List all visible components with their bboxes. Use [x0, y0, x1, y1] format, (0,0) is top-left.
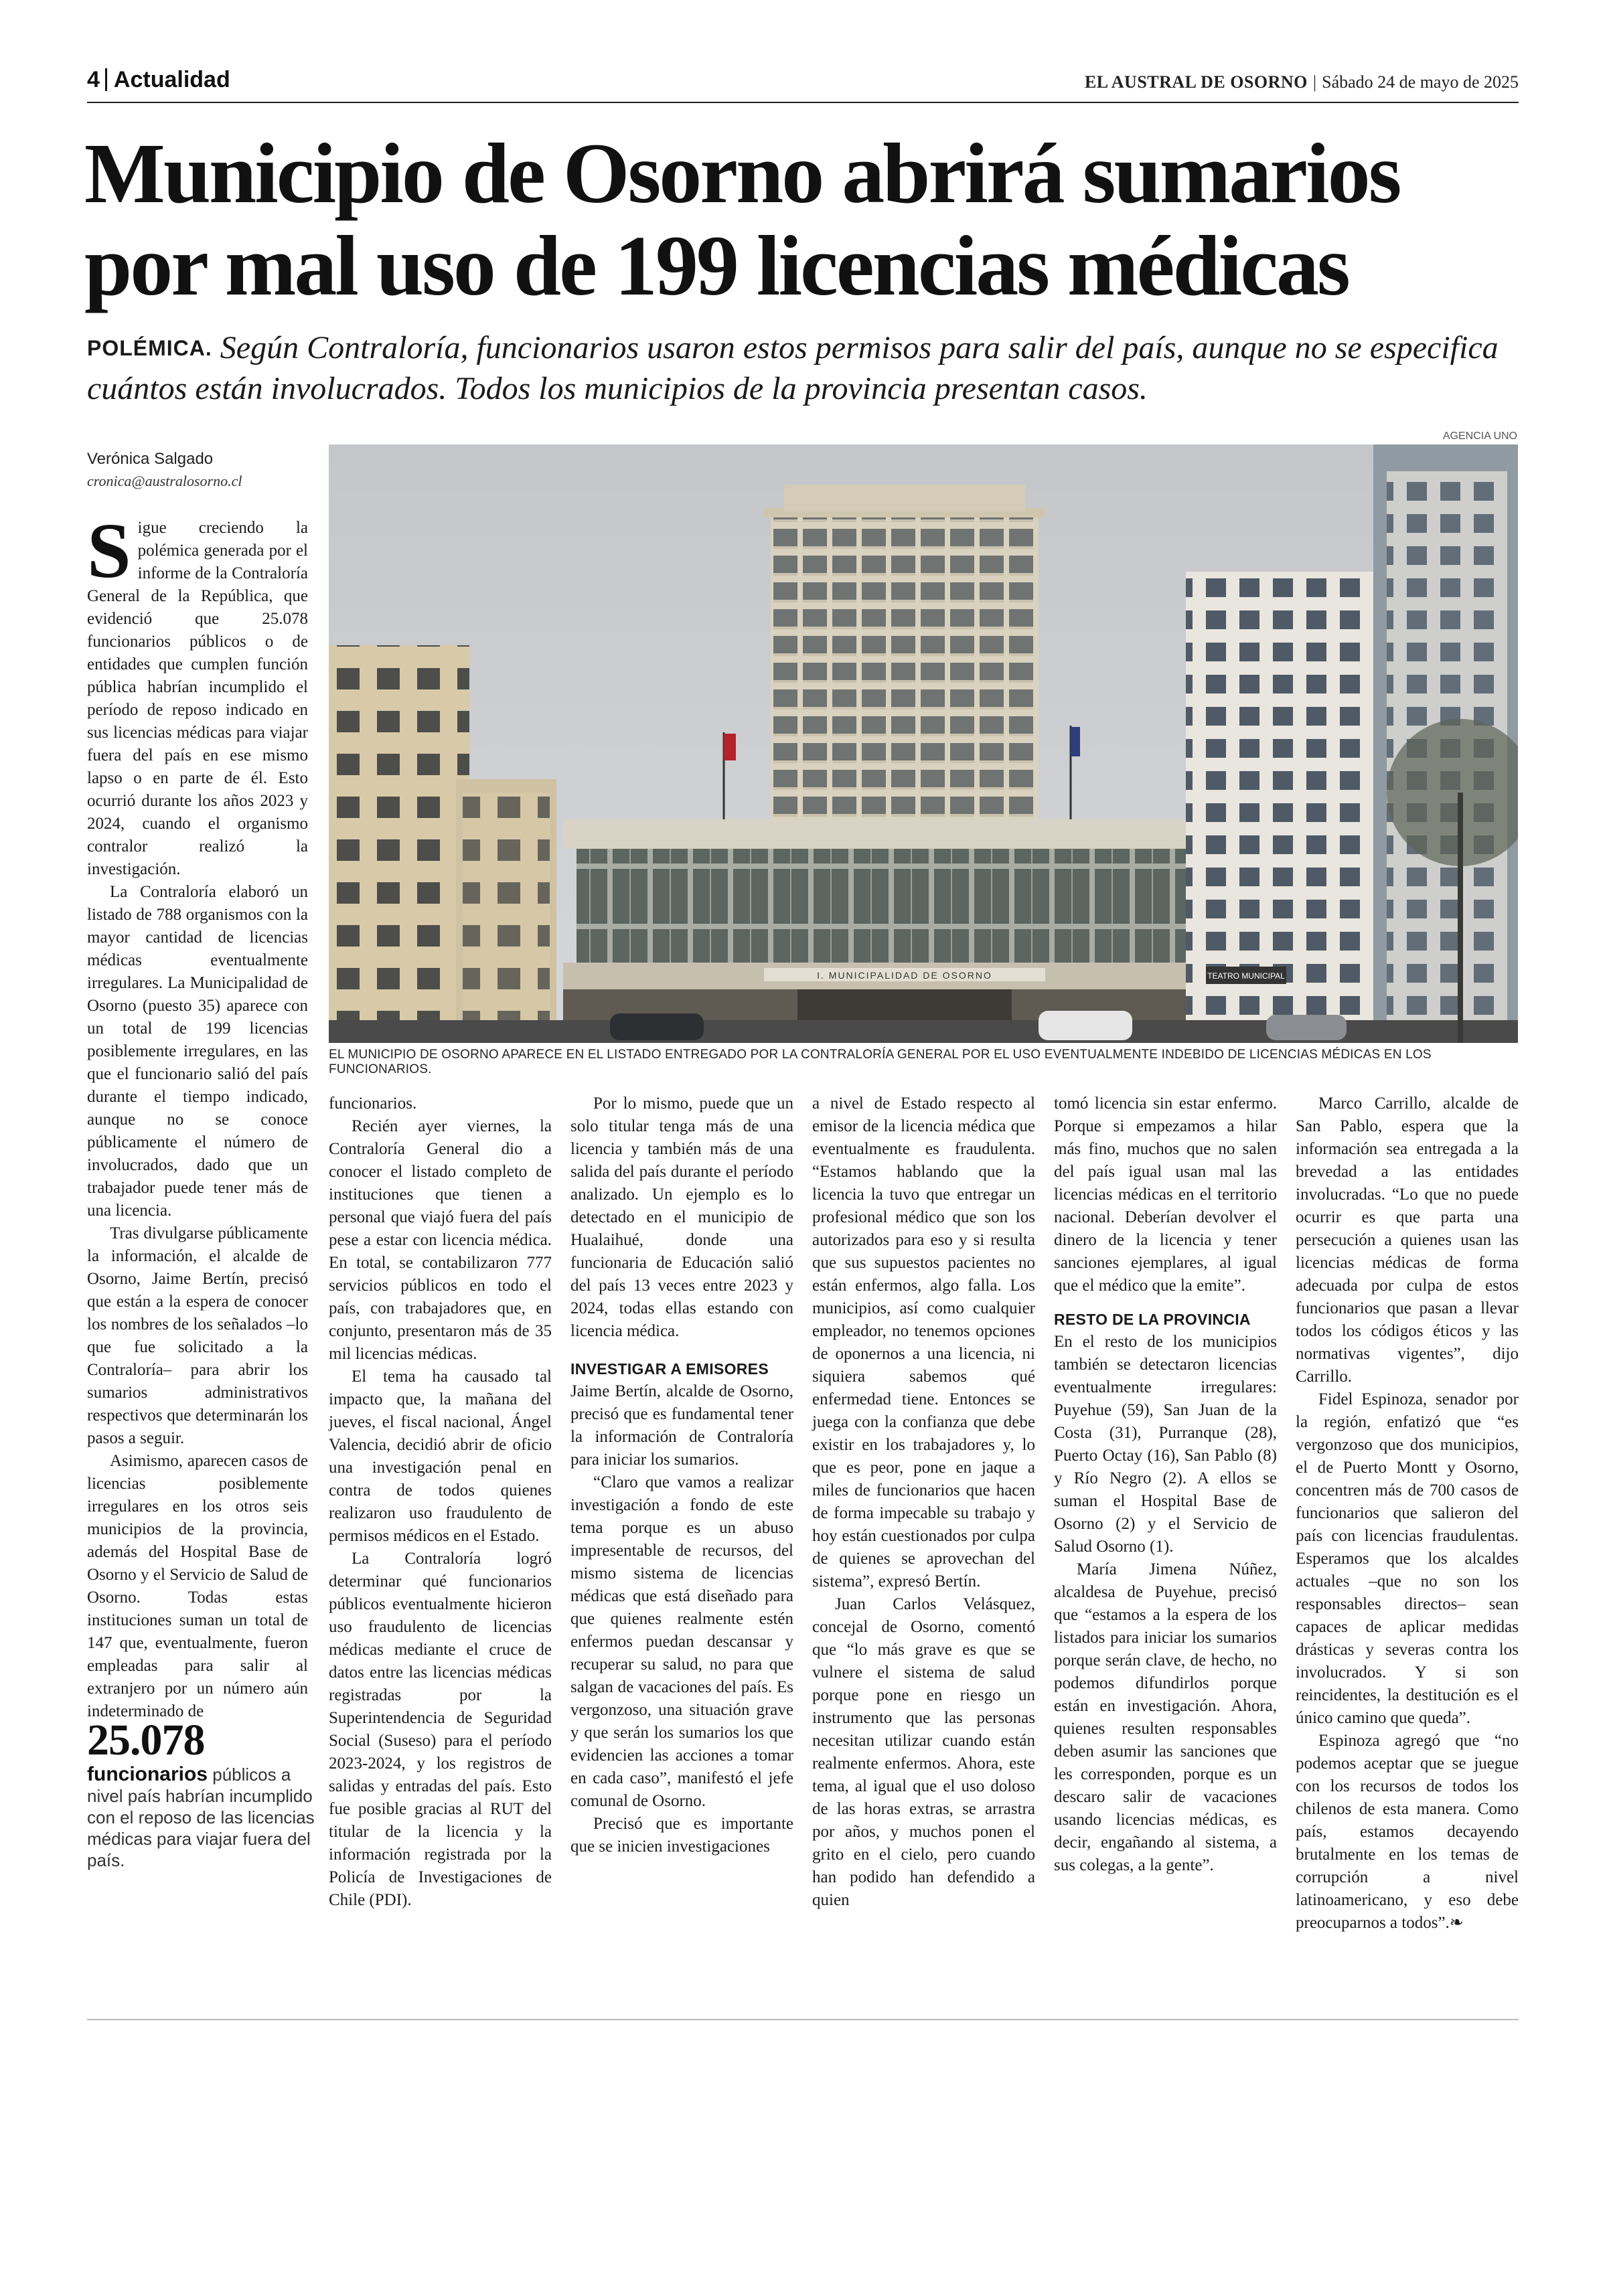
drop-cap: S	[87, 507, 131, 594]
paragraph: Juan Carlos Velásquez, concejal de Osorno, comentó que “lo más grave es que se vulnere el sistema de salud porque pone en riesgo un instrumento que las personas necesitan utilizar cuando están realmente enfermos. Ahora, este tema, al igual que el uso doloso de las horas extras, se arrastra por años, y muchos ponen el grito en el cielo, pero cuando han podido han defendido a quien	[812, 1595, 1035, 1909]
stat-label: funcionarios	[87, 1763, 208, 1785]
article-column-1	[87, 507, 308, 1723]
paragraph-text: igue creciendo la polémica generada por el informe de la Contraloría General de la República, que evidenció que 25.078 funcionarios públicos o de entidades que cumplen función pública habrían incumplido el período de reposo indicado en sus licencias médicas para viajar fuera del país en ese mismo lapso o en parte de él. Esto ocurrió durante los años 2023 y 2024, cuando el organismo contralor realizó la investigación.	[87, 519, 308, 878]
header-rule	[87, 102, 1519, 103]
paragraph: Tras divulgarse públicamente la información, el alcalde de Osorno, Jaime Bertín, precisó que están a la espera de conocer los nombres de los señalados –lo que fue solicitado a la Contraloría– para abrir los sumarios administrativos respectivos que determinarán los pasos a seguir.	[87, 1224, 308, 1447]
paragraph: Marco Carrillo, alcalde de San Pablo, espera que la información sea entregada a la brevedad a las entidades involucradas. “Lo que no puede ocurrir es que parta una persecución a quienes usan las licencias médicas de forma adecuada por culpa de estos funcionarios que pasan a llevar todos los códigos éticos y las normativas vigentes”, dijo Carrillo.	[1296, 1094, 1519, 1386]
building-photo	[329, 444, 1518, 1043]
paragraph	[1296, 1730, 1519, 1935]
paragraph: a nivel de Estado respecto al emisor de la licencia médica que eventualmente es fraudulenta. “Estamos hablando que la licencia la tuvo que entregar un profesional médico que son los autorizados para eso y si resulta que sus supuestos pacientes no están enfermos, algo falla. Los municipios, así como cualquier empleador, no tenemos opciones de oponernos a una licencia, ni siquiera sabemos qué enfermedad tiene. Entonces se juega con la confianza que debe existir en los trabajadores y, lo que es peor, pone en jaque a miles de funcionarios que hacen de forma impecable su trabajo y hoy están cuestionados por culpa de quienes se aprovechan del sistema”, expresó Bertín.	[812, 1094, 1035, 1590]
deck-kicker: POLÉMICA.	[87, 336, 212, 360]
theater-sign-text: TEATRO MUNICIPAL	[1207, 971, 1285, 981]
paragraph: Recién ayer viernes, la Contraloría General dio a conocer el listado completo de instituciones que tienen a personal que viajó fuera del país pese a estar con licencia médica. En total, se contabilizaron 777 servicios públicos en todo el país, con trabajadores que, en conjunto, presentaron más de 35 mil licencias médicas.	[329, 1117, 552, 1363]
paragraph: El tema ha causado tal impacto que, la mañana del jueves, el fiscal nacional, Ángel Valencia, decidió abrir de oficio una investigación penal en contra de todos quienes realizaron uso fraudulento de permisos médicos en el Estado.	[329, 1368, 552, 1545]
paragraph: Precisó que es importante que se inicien investigaciones	[570, 1815, 793, 1856]
byline-email: cronica@australosorno.cl	[87, 473, 242, 489]
stat-text: públicos a nivel país habrían incumplido con el reposo de las licencias médicas para viajar fuera del país.	[87, 1765, 315, 1870]
article-column-6	[1296, 1092, 1519, 1935]
deck	[87, 328, 1527, 410]
deck-text: Según Contraloría, funcionarios usaron estos permisos para salir del país, aunque no se especifica cuántos están involucrados. Todos los municipios de la provincia presentan casos.	[87, 330, 1499, 406]
paragraph: María Jimena Núñez, alcaldesa de Puyehue, precisó que “estamos a la espera de los listados para iniciar los sumarios porque serán clave, de hecho, no podemos difundirlos porque están en investigación. Ahora, quienes resulten responsables deben asumir las sanciones que les corresponden, porque es un descaro salir de vacaciones usando licencias médicas, es decir, engañando al sistema, a sus colegas, a la gente”.	[1054, 1560, 1277, 1874]
paragraph: Fidel Espinoza, senador por la región, enfatizó que “es vergonzoso que dos municipios, el de Puerto Montt y Osorno, concentren más de 700 casos de funcionarios que salieron del país con licencias fraudulentas. Esperamos que los alcaldes actuales –que no son los responsables directos– sean capaces de aplicar medidas drásticas y severas contra los involucrados. Y si son reincidentes, la destitución es el único camino que queda”.	[1296, 1390, 1519, 1727]
article-column-3	[570, 1092, 793, 1858]
paragraph: tomó licencia sin estar enfermo. Porque si empezamos a hilar más fino, muchos que no salen del país igual usan mal las licencias médicas en el territorio nacional. Deberían devolver el dinero de la licencia y tener sanciones ejemplares, al igual que el médico que la emite”.	[1054, 1094, 1277, 1295]
stat-description	[87, 1764, 315, 1871]
paragraph: Asimismo, aparecen casos de licencias posiblemente irregulares en los otros seis municipios de la provincia, además del Hospital Base de Osorno y el Servicio de Salud de Osorno. Todas estas instituciones suman un total de 147 que, eventualmente, fueron empleadas para salir al extranjero por un número aún indeterminado de	[87, 1452, 308, 1720]
photo-sign-text: I. MUNICIPALIDAD DE OSORNO	[817, 970, 992, 981]
photo-credit: AGENCIA UNO	[1442, 430, 1517, 442]
end-mark-icon: ❧	[1449, 1914, 1464, 1932]
headline: Municipio de Osorno abrirá sumarios por mal uso de 199 licencias médicas	[84, 126, 1400, 314]
bottom-rule	[87, 2019, 1519, 2020]
stat-number: 25.078	[87, 1716, 205, 1765]
subheading: INVESTIGAR A EMISORES	[570, 1360, 769, 1378]
article-column-5	[1054, 1092, 1277, 1877]
paragraph: La Contraloría logró determinar qué funcionarios públicos eventualmente hicieron uso fraudulento de licencias médicas mediante el cruce de datos entre las licencias médicas registradas por la Superintendencia de Seguridad Social (Suseso) para el período 2023-2024, y los registros de salidas y entradas del país. Esto fue posible gracias al RUT del titular de la licencia y la información registrada por la Policía de Investigaciones de Chile (PDI).	[329, 1550, 552, 1909]
section-name: Actualidad	[113, 67, 230, 92]
paragraph: “Claro que vamos a realizar investigación a fondo de este tema porque es un abuso impresentable de recursos, del mismo sistema de licencias médicas que está diseñado para que quienes realmente estén enfermos puedan descansar y recuperar su salud, no para que salgan de vacaciones del país. Es vergonzoso, una situación grave y que serán los sumarios los que evidencien las acciones a tomar en cada caso”, manifestó el jefe comunal de Osorno.	[570, 1473, 793, 1810]
article-column-2	[329, 1092, 552, 1912]
publication-date: Sábado 24 de mayo de 2025	[1322, 72, 1519, 92]
pull-stat	[87, 1717, 315, 1871]
paragraph: En el resto de los municipios también se detectaron licencias eventualmente irregulares: Puyehue (59), San Juan de la Costa (31), Purranque (28), Puerto Octay (16), San Pablo (8) y Río Negro (2). A ellos se suman el Hospital Base de Osorno (2) y el Servicio de Salud Osorno (1).	[1054, 1333, 1277, 1556]
paragraph: funcionarios.	[329, 1094, 417, 1113]
paragraph: Jaime Bertín, alcalde de Osorno, precisó que es fundamental tener la información de Contraloría para iniciar los sumarios.	[570, 1382, 793, 1469]
photo-caption: EL MUNICIPIO DE OSORNO APARECE EN EL LISTADO ENTREGADO POR LA CONTRALORÍA GENERAL POR EL USO EVENTUALMENTE INDEBIDO DE LICENCIAS MÉDICAS EN LOS FUNCIONARIOS.	[329, 1048, 1432, 1076]
publication-name: EL AUSTRAL DE OSORNO	[1084, 72, 1308, 92]
paragraph: Por lo mismo, puede que un solo titular tenga más de una licencia y también más de una salida del país durante el período analizado. Un ejemplo es lo detectado en el municipio de Hualaihué, donde una funcionaria de Educación salió del país 13 veces entre 2023 y 2024, todas ellas estando con licencia médica.	[570, 1094, 793, 1340]
paragraph-text: Espinoza agregó que “no podemos aceptar que se juegue con los recursos de todos los chilenos de esta manera. Como país, estamos decayendo brutalmente en los temas de corrupción a nivel latinoamericano, y eso debe preocuparnos a todos”.	[1296, 1732, 1519, 1932]
paragraph	[87, 507, 308, 881]
header-divider	[105, 68, 107, 91]
page-number: 4	[87, 67, 100, 92]
header-separator: |	[1312, 72, 1317, 92]
page-header-section	[87, 67, 230, 93]
byline-author: Verónica Salgado	[87, 450, 214, 468]
subheading: RESTO DE LA PROVINCIA	[1054, 1311, 1251, 1328]
paragraph: La Contraloría elaboró un listado de 788 organismos con la mayor cantidad de licencias médicas eventualmente irregulares. La Municipalidad de Osorno (puesto 35) aparece con un total de 199 licencias posiblemente irregulares, en las que el funcionario salió del país durante el tiempo indicado, aunque no se conoce públicamente el número de involucrados, dado que un trabajador puede tener más de una licencia.	[87, 883, 308, 1220]
page-header-publication	[1085, 72, 1519, 92]
building-illustration	[329, 444, 1518, 1043]
article-column-4	[812, 1092, 1035, 1912]
